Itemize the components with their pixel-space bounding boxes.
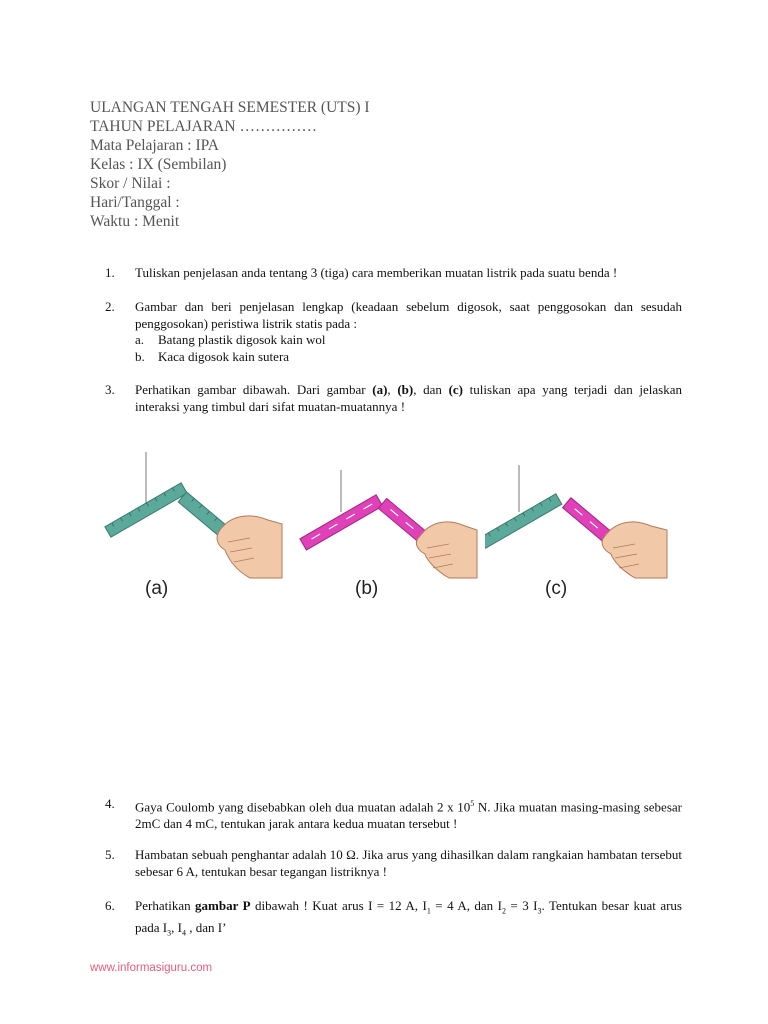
question-number: 2. bbox=[105, 299, 115, 314]
time: Waktu : Menit bbox=[90, 213, 180, 230]
question-text: Hambatan sebuah penghantar adalah 10 Ω. Jika arus yang dihasilkan dalam rangkaian hambatan tersebut sebesar 6 A, tentukan besar tegangan listriknya ! bbox=[135, 847, 682, 879]
footer-link[interactable]: www.informasiguru.com bbox=[90, 962, 213, 974]
exam-title: ULANGAN TENGAH SEMESTER (UTS) I bbox=[90, 99, 370, 116]
figure-label-b: (b) bbox=[355, 578, 379, 599]
question-number: 6. bbox=[105, 898, 115, 913]
question-text: Perhatikan gambar P dibawah ! Kuat arus I = 12 A, $I_1 = 4$ A, dan $I_2 = 3$ $I_3$. Tentukan besar kuat arus pada $I_3$, $I_4$ , dan I’ bbox=[135, 898, 682, 938]
question-2 bbox=[90, 299, 682, 365]
sub-item-a: a. Batang plastik digosok kain wol bbox=[135, 332, 326, 347]
question-6 bbox=[90, 898, 682, 942]
question-1 bbox=[90, 265, 682, 282]
question-text: Gambar dan beri penjelasan lengkap (keadaan sebelum digosok, saat penggosokan dan sesudah penggosokan) peristiwa listrik statis pada : bbox=[135, 299, 682, 331]
figure-label-c: (c) bbox=[545, 578, 568, 599]
question-4 bbox=[90, 796, 682, 832]
subject: Mata Pelajaran : IPA bbox=[90, 137, 219, 154]
figure-a bbox=[100, 450, 290, 580]
date: Hari/Tanggal : bbox=[90, 194, 180, 211]
academic-year: TAHUN PELAJARAN …………… bbox=[90, 118, 317, 135]
charge-figures bbox=[100, 450, 680, 610]
question-number: 1. bbox=[105, 265, 115, 280]
question-number: 3. bbox=[105, 382, 115, 397]
sub-item-b: b. Kaca digosok kain sutera bbox=[135, 348, 290, 364]
exam-header bbox=[90, 98, 370, 231]
question-text: Tuliskan penjelasan anda tentang 3 (tiga) cara memberikan muatan listrik pada suatu benda ! bbox=[135, 265, 618, 280]
score: Skor / Nilai : bbox=[90, 175, 171, 192]
question-number: 5. bbox=[105, 847, 115, 862]
figure-b bbox=[295, 450, 485, 580]
class: Kelas : IX (Sembilan) bbox=[90, 156, 227, 173]
question-number: 4. bbox=[105, 796, 115, 811]
question-text: Perhatikan gambar dibawah. Dari gambar (a), (b), dan (c) tuliskan apa yang terjadi dan jelaskan interaksi yang timbul dari sifat muatan-muatannya ! bbox=[135, 382, 683, 414]
figure-c bbox=[485, 450, 675, 580]
question-3 bbox=[90, 382, 682, 415]
figure-label-a: (a) bbox=[145, 578, 169, 599]
question-text: Gaya Coulomb yang disebabkan oleh dua muatan adalah 2 x $10^5$ N. Jika muatan masing-masing sebesar 2mC dan 4 mC, tentukan jarak antara kedua muatan tersebut ! bbox=[135, 799, 682, 831]
question-5 bbox=[90, 847, 682, 880]
